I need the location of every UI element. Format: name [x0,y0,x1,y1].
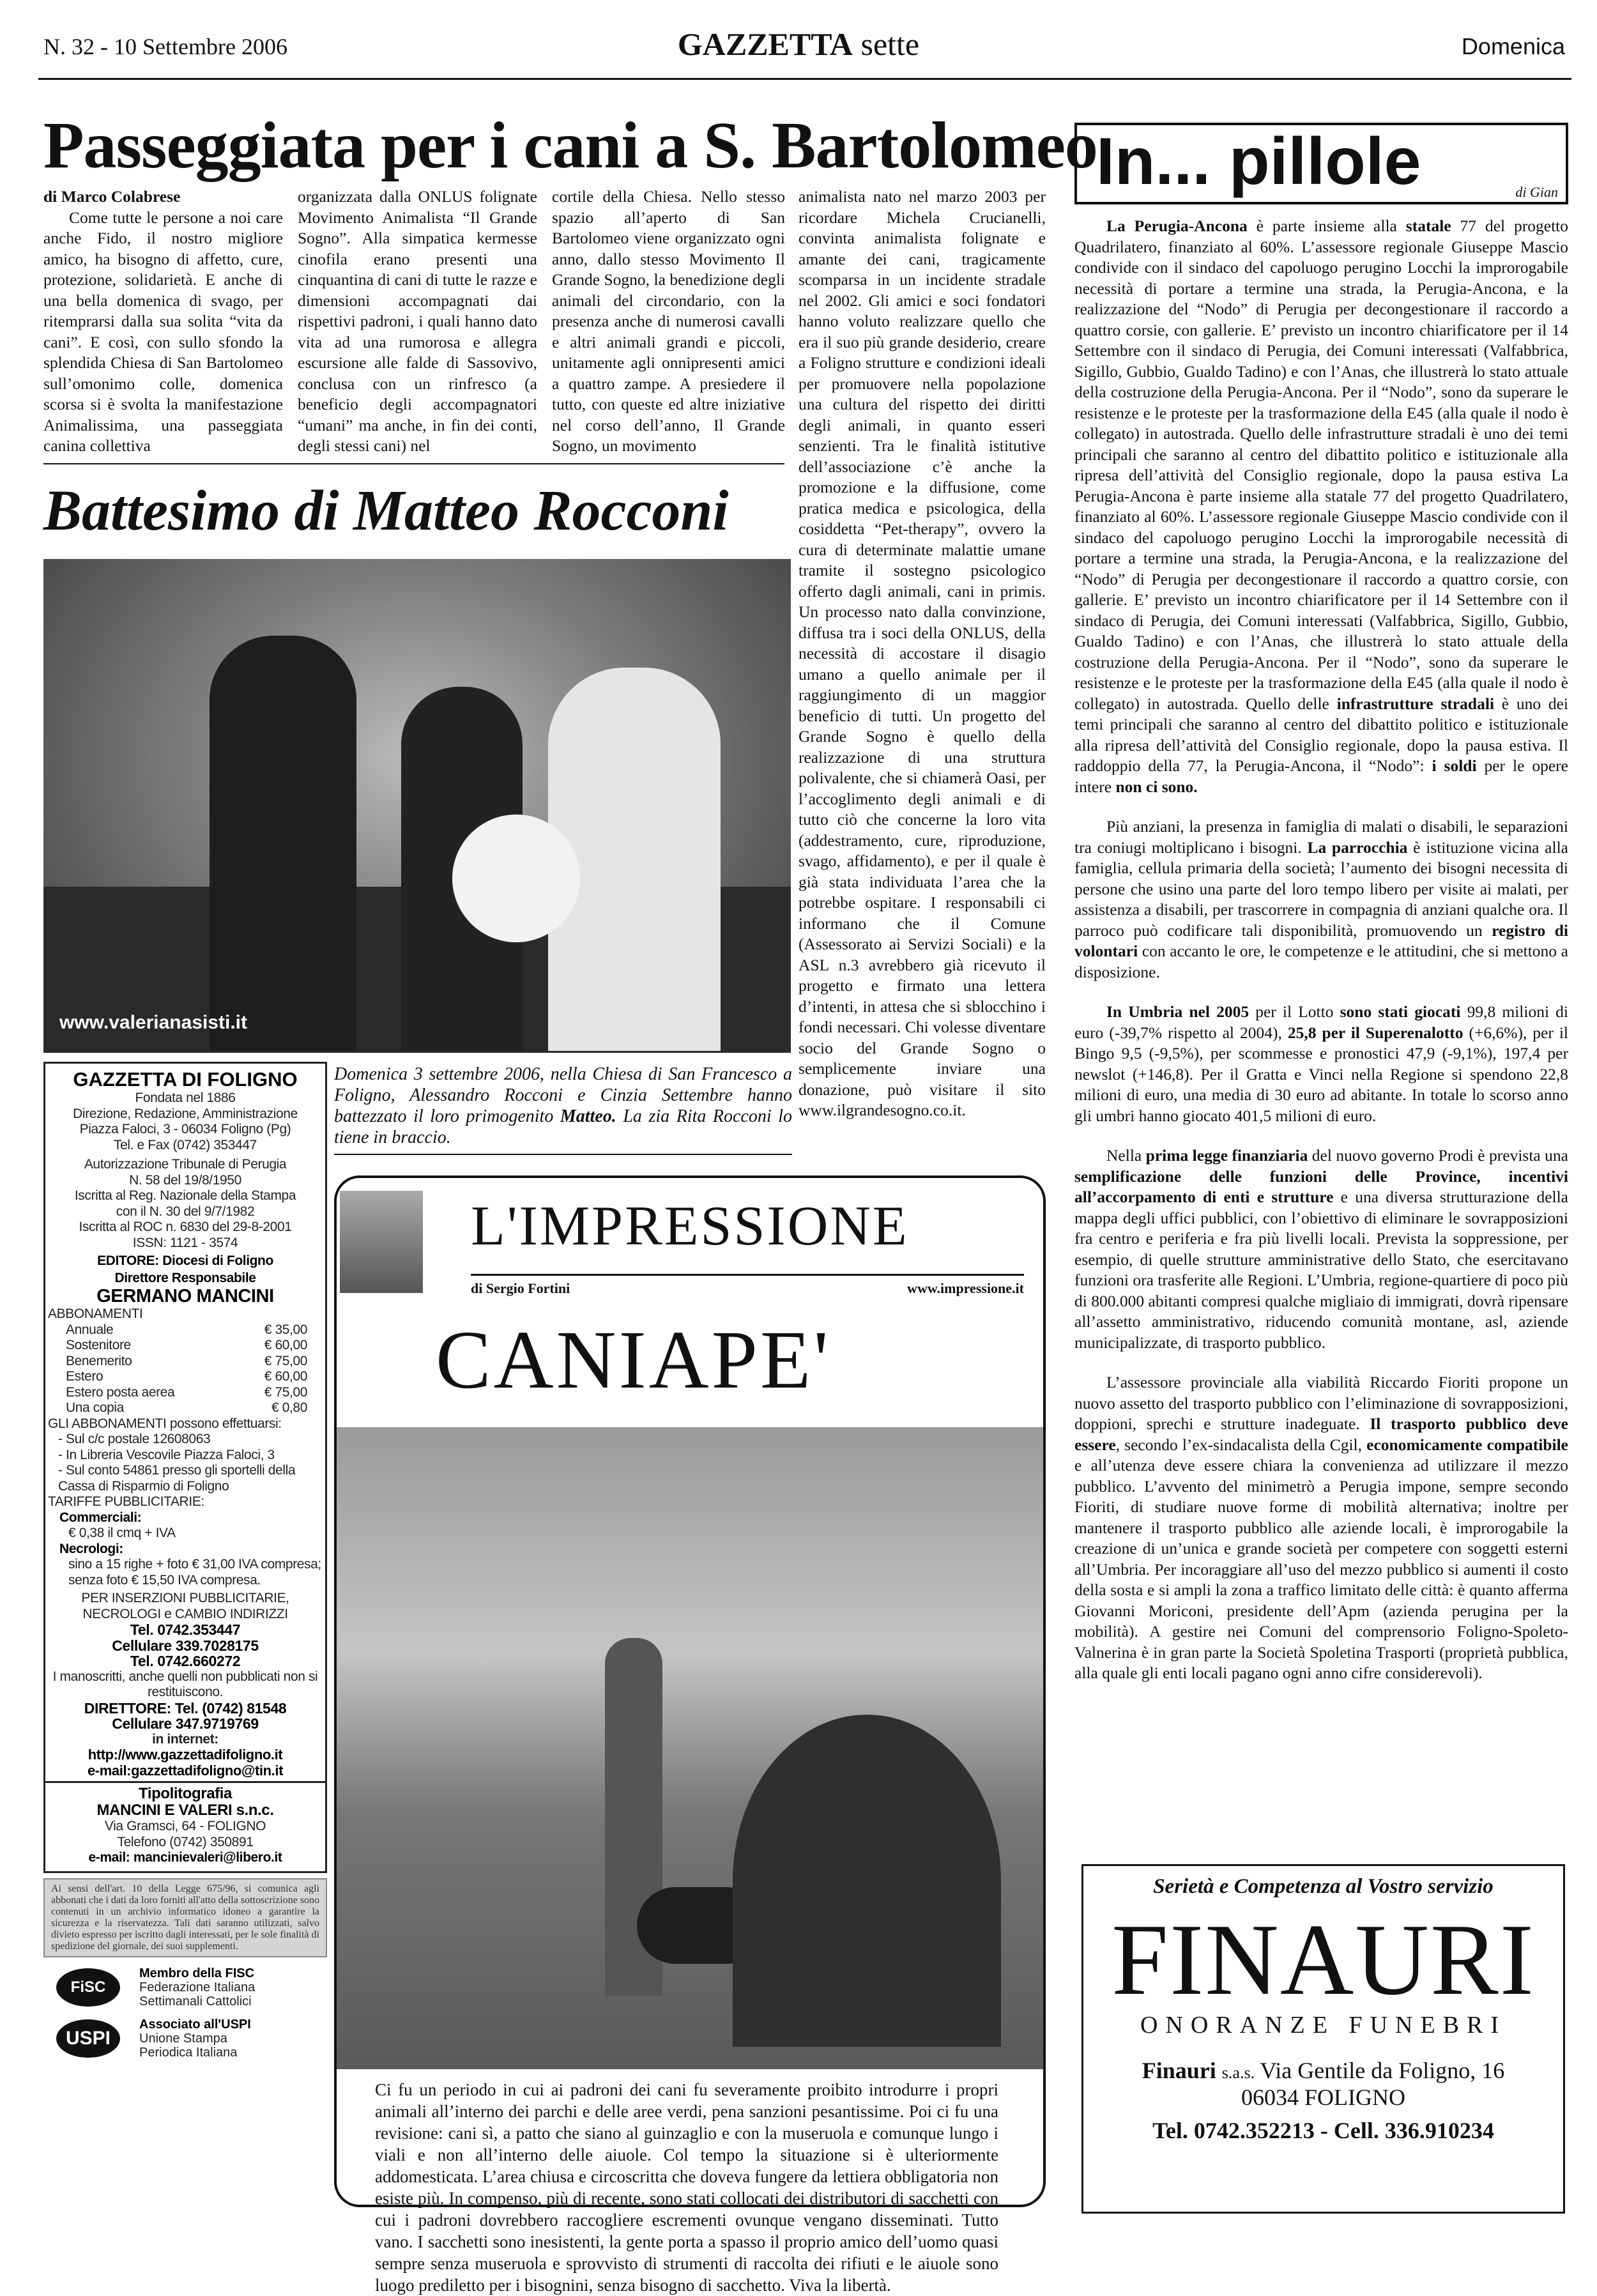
emphasis-text: i soldi [1432,756,1477,775]
privacy-notice: Ai sensi dell'art. 10 della Legge 675/96, si comunica agli abbonati che i dati da loro forniti all'atto della sottoscrizione sono contenuti in un archivio informatico idoneo a garantire la sicurezza e la riservatezza. Tali dati saranno utilizzati, salvo divieto espresso per iscritto dagli interessati, per le sole finalità di spedizione del giornale, dei suoi supplementi. [43,1878,327,1957]
masthead [0,26,1597,63]
article-column-2: organizzata dalla ONLUS folignate Movimento Animalista “Il Grande Sogno”. Alla simpatica kermesse cinofila erano presenti una cinquantina di cani di tutte le razze e dimensioni accompagnati dai rispettivi padroni, i quali hanno dato vita ad una rumorosa e allegra escursione alle falde di Sassovivo, conclusa con un rinfresco (a beneficio degli accompagnatori “umani” ma anche, in fin dei conti, degli stessi cani) nel [298,187,537,455]
finauri-ad [1081,1864,1565,2214]
pillola-paragraph [1074,1002,1568,1126]
ad-subtitle: ONORANZE FUNEBRI [1140,2012,1507,2039]
uspi-line: Associato all'USPI [139,2017,251,2032]
header-rule [38,78,1571,80]
article-column-3: cortile della Chiesa. Nello stesso spazio all’aperto di San Bartolomeo viene organizzato ogni anno, dallo stesso Movimento Il Grande Sogno, la benedizione degli animali del circondario, con la presenza anche di numerosi cavalli e altri animali grandi e piccoli, unitamente agli onnipresenti amici a quattro zampe. A presiedere il tutto, con queste ed altre iniziative nel corso dell’anno, Il Grande Sogno, un movimento [552,187,785,455]
abbonamento-label: Benemerito [66,1353,132,1368]
email-link[interactable]: e-mail:gazzettadifoligno@tin.it [87,1762,284,1779]
direttore-name: GERMANO MANCINI [96,1286,274,1306]
uspi-line: Unione Stampa [139,2031,227,2046]
editore: EDITORE: Diocesi di Foligno [97,1253,273,1268]
pillole-box [1074,123,1568,204]
abbonamento-row [48,1354,323,1370]
divider [334,1154,792,1155]
impressione-author: di Sergio Fortini [471,1280,570,1296]
paragraph-text: del nuovo governo Prodi è prevista una [1308,1146,1568,1165]
colophon-line: Tel. e Fax (0742) 353447 [114,1137,257,1152]
colophon-line: ISSN: 1121 - 3574 [132,1235,238,1250]
direttore-cell: Cellulare 347.9719769 [112,1715,259,1732]
colophon-title: GAZZETTA DI FOLIGNO [73,1068,298,1091]
tipografia-tel: Telefono (0742) 350891 [117,1834,254,1849]
paragraph-text: Più anziani, la presenza in famiglia di malati o disabili, le separazioni tra coniugi moltiplicano i bisogni. [1074,817,1568,857]
pillole-author: di Gian [1515,184,1558,200]
sidebar [43,1062,327,2060]
masthead-title: GAZZETTA [677,26,853,62]
caption-text: La zia Rita Rocconi lo tiene in braccio. [334,1106,792,1147]
uspi-line: Periodica Italiana [139,2045,238,2060]
emphasis-text: semplificazione delle funzioni delle Province, incentivi all’accorpamento di enti e strutture [1074,1167,1568,1206]
article-text: Come tutte le persone a noi care anche Fido, il nostro migliore amico, ha bisogno di affetto, cure, protezione, solidarietà. E anche di una bella domenica di svago, per ritemprarsi dalla sua solita “vita da cani”. E così, con sullo sfondo la splendida Chiesa di San Bartolomeo sull’omonimo colle, domenica scorsa si è svolta la manifestazione Animalissima, una passeggiata canina collettiva [43,208,283,455]
tipografia-email: e-mail: mancinievaleri@libero.it [88,1850,282,1865]
issue-date: N. 32 - 10 Settembre 2006 [43,34,287,59]
paragraph-text: e all’utenza deve essere chiara la convenienza ad utilizzare il mezzo pubblico. L’avvento del minimetrò a Perugia impone, sempre secondo Fioriti, di studiare nuove forme di mobilità alternativa; inoltre per mantenere il trasporto pubblico alle aziende locali, è improrogabile la creazione di un’unica e grande società per competere con soggetti esterni all’Umbria. Per incoraggiare all’uso del mezzo pubblico si aumenti il costo della sosta e si ampli la zona a traffico limitato delle città: è quanto afferma Giovanni Moriconi, presidente dell’Apm (azienda perugina per la mobilità). A gestire nei Comuni del comprensorio Foligno-Spoleto-Valnerina è in gran parte la Società Spoletina Trasporti (proprietà pubblica, alla quale gli enti locali pagano ogni anno cifre considerevoli). [1074,1456,1568,1682]
direttore-label: Direttore Responsabile [114,1270,256,1285]
tel: Tel. 0742.353447 [130,1621,241,1638]
impressione-site: www.impressione.it [907,1280,1024,1296]
divider [43,463,784,464]
commerciali-label: Commerciali: [59,1510,142,1525]
colophon-line: con il N. 30 del 9/7/1982 [116,1204,255,1219]
photo-credit: www.valerianasisti.it [59,1012,248,1033]
paragraph-text: per le opere intere [1074,756,1568,796]
pay-item: - In Libreria Vescovile Piazza Faloci, 3 [58,1447,275,1462]
paragraph-text: L’assessore provinciale alla viabilità Riccardo Fioriti propone un nuovo assetto del trasporto pubblico con l’eliminazione di sovrapposizioni, doppioni, sprechi e strutture inadeguate. [1074,1373,1568,1433]
caption-text: Domenica 3 settembre 2006, nella Chiesa di San Francesco a Foligno, Alessandro Rocconi e Cinzia Settembre hanno battezzato il loro primogenito [334,1064,792,1126]
fisc-label [139,1966,255,2009]
impressione-title: CANIAPE' [436,1314,831,1406]
masthead-sub: sette [860,26,920,62]
paragraph-text: è uno dei temi principali che saranno al centro del dibattito politico e istituzionale alla ripresa dell’attività del Consiglio regionale, dopo la pausa estiva. Il raddoppio della 77, la Perugia-Ancona, il “Nodo”: [1074,694,1568,775]
pillola-paragraph [1074,816,1568,983]
pay-list [48,1432,323,1494]
ad-phones: Tel. 0742.352213 - Cell. 336.910234 [1152,2118,1494,2143]
abbonamento-row [48,1400,323,1416]
abbonamenti-list [48,1322,323,1416]
dog-park-photo [337,1427,1043,2069]
emphasis-text: La parrocchia [1307,838,1408,857]
ad-company: Finauri [1142,2058,1216,2083]
ad-company-type: s.a.s. [1221,2063,1255,2082]
pillola-paragraph [1074,216,1568,797]
paragraph-text: (+6,6%), per il Bingo 9,5 (-9,5%), per scommesse e pronostici 47,9 (-9,1%), 197,4 per newslot (+146,8). Per il Gratta e Vinci nella Regione si spendono 22,8 milioni di euro, una media di 30 euro ad abitante. In totale lo scorso anno gli umbri hanno giocato 401,5 milioni di euro. [1074,1023,1568,1125]
tipografia-name: MANCINI E VALERI s.n.c. [96,1802,274,1819]
emphasis-text: 25,8 per il Superenalotto [1287,1023,1463,1042]
pillole-text [1074,216,1568,1703]
emphasis-text: economicamente compatibile [1366,1435,1568,1454]
pillola-paragraph [1074,1372,1568,1684]
fisc-logo: FiSC [56,1968,120,2007]
paragraph-text: è istituzione vicina alla famiglia, cellula primaria della società; l’aumento dei bisogni necessita di persone che usino una parte del loro tempo libero per visite ai malati, per assistenza a disabili, per trascorrere in compagnia di anziani qualche ora. Il parroco può codificare tali disponibilità, promuovendo un [1074,838,1568,940]
colophon-line: Direzione, Redazione, Amministrazione [73,1106,298,1121]
abbonamento-price: € 60,00 [264,1338,307,1352]
abbonamento-row [48,1369,323,1385]
caption-bold: Matteo. [560,1106,616,1126]
abbonamento-label: Una copia [66,1400,124,1415]
paragraph-text: 77 del progetto Quadrilatero, finanziato al 60%. L’assessore regionale Giuseppe Mascio condivide con il sindaco del capoluogo perugino Locchi la improrogabile necessità di portare a termine una strada, la Perugia-Ancona, e la realizzazione del “Nodo” di Perugia per decongestionare il raccordo a quattro corsie, con gallerie. E’ previsto un incontro chiarificatore per il 14 Settembre con il sindaco di Perugia, dei Comuni interessati (Valfabbrica, Sigillo, Gubbio, Gualdo Tadino) e con l’Anas, che illustrerà lo stato attuale della costruzione della Perugia-Ancona. Per il “Nodo”, sono da superare le resistenze e le proteste per la trasformazione della E45 (alla quale il nodo è collegato) in autostrada. Quello delle infrastrutture stradali è uno dei temi principali che saranno al centro del dibattito politico e istituzionale alla ripresa dell’attività del Consiglio regionale, dopo la pausa estiva La Perugia-Ancona è parte insieme alla statale 77 del progetto Quadrilatero, finanziato al 60%. L’assessore regionale Giuseppe Mascio condivide con il sindaco del capoluogo perugino Locchi la improrogabile necessità di portare a termine una strada, la Perugia-Ancona, e la realizzazione del “Nodo” di Perugia per decongestionare il raccordo a quattro corsie, con gallerie. E’ previsto un incontro chiarificatore per il 14 Settembre con il sindaco di Perugia, dei Comuni interessati (Valfabbrica, Sigillo, Gubbio, Gualdo Tadino) e con l’Anas, che illustrerà lo stato attuale della costruzione della Perugia-Ancona. Per il “Nodo”, sono da superare le resistenze e le proteste per la trasformazione della E45 (alla quale il nodo è collegato) in autostrada. Quello delle [1074,217,1569,713]
paragraph-text: per il Lotto [1249,1002,1340,1021]
impressione-box [334,1175,1046,2295]
colophon-line: Iscritta al Reg. Nazionale della Stampa [74,1188,296,1203]
impressione-text: Ci fu un periodo in cui ai padroni dei cani fu severamente proibito introdurre i propri animali all’interno dei parchi e delle aree verdi, pena sanzioni pesantissime. Poi ci fu una revisione: cani sì, a patto che siano al guinzaglio e con la museruola e comunque lungo i viali e non all’interno delle aiuole. Col tempo la situazione si è ulteriormente addomesticata. L’area chiusa e circoscritta che doveva fungere da lettiera obbligatoria non esiste più. In compenso, più di recente, sono stati collocati dei distributori di sacchetti con cui i padroni dovrebbero raccogliere escrementi ovunque vengano disseminati. Tutto vano. I sacchetti sono inesistenti, la gente porta a spasso il proprio amico dell’uomo quasi sempre senza museruola e sprovvisto di strumenti di raccolta dei rifiuti e le aiuole sono luogo prediletto per i bisognini, senza bisogno di sacchetto. Viva la libertà. [375,2080,998,2295]
author-photo [340,1191,423,1293]
battesimo-headline: Battesimo di Matteo Rocconi [43,479,729,542]
tipografia-label: Tipolitografia [139,1785,232,1802]
necrologi-label: Necrologi: [59,1541,123,1556]
paragraph-text: è parte insieme alla [1247,217,1406,235]
abbonamento-row [48,1385,323,1401]
colophon-registration [48,1157,323,1251]
inserzioni-label: PER INSERZIONI PUBBLICITARIE, NECROLOGI e CAMBIO INDIRIZZI [81,1591,289,1621]
article-column-4: animalista nato nel marzo 2003 per ricordare Michela Crucianelli, convinta animalista folignate e amante dei cani, tragicamente scomparsa in un incidente stradale nel 2002. Gli amici e soci fondatori hanno voluto realizzare quello che era il suo più grande desiderio, creare a Foligno strutture e condizioni ideali per promuovere nella popolazione una cultura del rispetto dei diritti degli animali, in quanto esseri senzienti. Tra le finalità istitutive dell’associazione c’è anche la promozione e la diffusione, come pratica medica e psicologica, della cosiddetta “Pet-therapy”, ovvero la cura di determinate malattie umane tramite il sostegno psicologico offerto dagli animali, cani in primis. Un processo nato dalla convinzione, diffusa tra i soci della ONLUS, della necessità di accostare il disagio umano a quello animale per il raggiungimento di un maggior beneficio di tutti. Un progetto del Grande Sogno è quello della realizzazione di una struttura polivalente, che si chiamerà Oasi, per l’accoglimento degli animali e di tutto ciò che concerne la loro vita (addestramento, cure, riproduzione, svago, affidamento), e per il quale è già stata individuata l’area che la potrebbe ospitare. I responsabili ci informano che il Comune (Assessorato ai Servizi Sociali) e la ASL n.3 avrebbero già ricevuto il progetto e firmato una lettera d’intenti, in attesa che si sblocchino i fondi necessari. Chi volesse diventare socio del Grande Sogno o semplicemente inviare una donazione, può visitare il sito www.ilgrandesogno.co.it. [798,187,1046,1119]
pay-item: - Sul c/c postale 12608063 [58,1432,211,1446]
colophon-address [48,1091,323,1153]
tipografia-address: Via Gramsci, 64 - FOLIGNO [104,1819,266,1833]
photo-caption [334,1064,792,1148]
tariffe-title: TARIFFE PUBBLICITARIE: [48,1494,204,1509]
baptism-photo [43,559,791,1053]
paragraph-text: 99,8 milioni di euro (-39,7% rispetto al 2004), [1074,1002,1569,1042]
emphasis-text: prima legge finanziaria [1145,1146,1308,1165]
abbonamento-price: € 75,00 [264,1353,307,1368]
paragraph-text: Nella [1106,1146,1146,1165]
emphasis-text: non ci sono. [1115,777,1198,796]
tel: Tel. 0742.660272 [130,1653,241,1669]
emphasis-text: In Umbria nel 2005 [1106,1002,1249,1021]
abbonamento-row [48,1322,323,1338]
colophon-box [43,1062,327,1873]
colophon-line: Piazza Faloci, 3 - 06034 Foligno (Pg) [79,1122,291,1137]
abbonamenti-title: ABBONAMENTI [48,1306,143,1321]
abbonamento-price: € 60,00 [264,1369,307,1384]
article-headline: Passeggiata per i cani a S. Bartolomeo [43,109,1097,182]
day-label: Domenica [1461,33,1565,59]
pillole-title: In... pillole [1096,125,1421,199]
abbonamento-price: € 0,80 [271,1400,307,1415]
uspi-label [139,2017,251,2060]
article-column-1 [43,187,283,457]
direttore-tel: DIRETTORE: Tel. (0742) 81548 [84,1699,287,1717]
ad-logo: FINAURI [1112,1902,1535,2016]
fisc-line: Federazione Italiana [139,1980,256,1994]
abbonamento-label: Annuale [66,1322,114,1337]
colophon-line: Fondata nel 1886 [135,1091,236,1105]
uspi-block [43,2017,327,2060]
emphasis-text: infrastrutture stradali [1336,694,1495,713]
emphasis-text: statale [1405,217,1451,235]
pay-item: - Sul conto 54861 presso gli sportelli della Cassa di Risparmio di Foligno [58,1463,296,1494]
colophon-line: Autorizzazione Tribunale di Perugia [84,1157,287,1172]
emphasis-text: Il trasporto pubblico deve essere [1074,1414,1568,1454]
fisc-line: Settimanali Cattolici [139,1994,252,2009]
pillola-paragraph [1074,1145,1568,1353]
cell: Cellulare 339.7028175 [112,1637,259,1654]
fisc-line: Membro della FISC [139,1966,255,1980]
ad-address: Via Gentile da Foligno, 16 [1260,2058,1505,2083]
necrologi-value: sino a 15 righe + foto € 31,00 IVA compresa; senza foto € 15,50 IVA compresa. [68,1557,321,1588]
abbonamento-row [48,1338,323,1354]
byline: di Marco Colabrese [43,187,181,206]
manoscritti-note: I manoscritti, anche quelli non pubblicati non si restituiscono. [52,1669,318,1699]
abbonamento-label: Sostenitore [66,1338,131,1352]
abbonamento-price: € 35,00 [264,1322,307,1337]
ad-tagline: Serietà e Competenza al Vostro servizio [1153,1875,1494,1898]
abbonamento-label: Estero posta aerea [66,1384,175,1400]
colophon-line: N. 58 del 19/8/1950 [129,1172,241,1188]
impressione-logo: L'IMPRESSIONE [471,1195,909,1257]
ad-city: 06034 FOLIGNO [1241,2085,1405,2110]
commerciali-value: € 0,38 il cmq + IVA [68,1526,176,1540]
paragraph-text: , secondo l’ex-sindacalista della Cgil, [1115,1435,1367,1454]
uspi-logo: USPI [56,2019,120,2058]
colophon-line: Iscritta al ROC n. 6830 del 29-8-2001 [79,1220,292,1234]
paragraph-text: e una diversa strutturazione della mappa degli uffici pubblici, con l’obiettivo di eliminare le sovrapposizioni fra centro e periferia e fra più livelli locali. Prevista la soppressione, per esempio, di quelle strutture amministrative dello Stato, che esercitavano funzioni ora trasferite alle Regioni. L’Umbria, regione-quartiere di poco più di 800.000 abitanti compresi qualche migliaio di immigrati, dovrà ripensare all’assetto amministrativo, riducendo comunità montane, asl, aziende municipalizzate, di trasporto pubblico. [1074,1188,1568,1352]
emphasis-text: sono stati giocati [1340,1002,1461,1021]
internet-label: in internet: [152,1731,218,1747]
pay-title: GLI ABBONAMENTI possono effettuarsi: [48,1416,282,1431]
abbonamento-price: € 75,00 [264,1384,307,1400]
fisc-block [43,1966,327,2009]
emphasis-text: La Perugia-Ancona [1106,217,1248,235]
emphasis-text: registro di volontari [1074,921,1568,960]
paragraph-text: con accanto le ore, le competenze e le attitudini, che si mettono a disposizione. [1074,942,1568,981]
abbonamento-label: Estero [66,1369,103,1384]
website-link[interactable]: http://www.gazzettadifoligno.it [88,1747,283,1763]
